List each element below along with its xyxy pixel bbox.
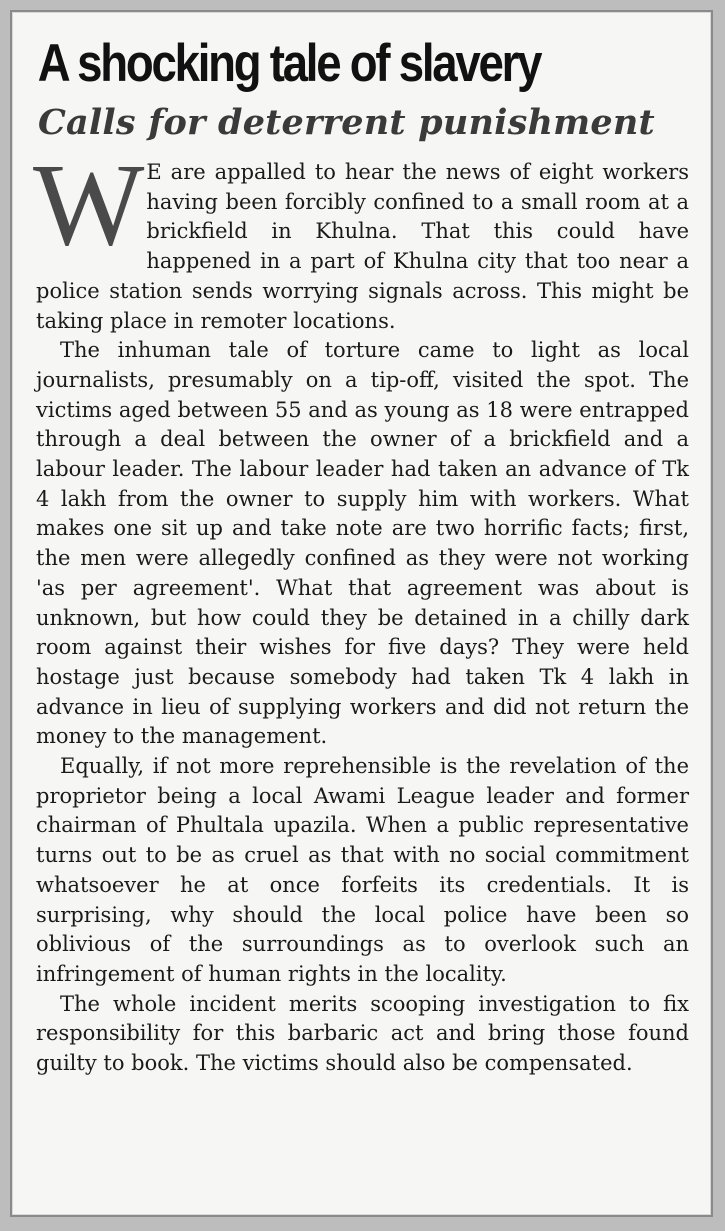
drop-cap: W bbox=[33, 139, 139, 270]
paragraph-3: Equally, if not more reprehensible is the revelation of the proprietor being a local Awami League leader and former chairman of Phultala upazila. When a public representative turns out to be as cruel as that with no social commitment whatsoever he at once forfeits its credentials. It is surprising, why should the local police have been so oblivious of the surroundings as to overlook such an infringement of human rights in the locality. bbox=[36, 754, 689, 986]
paragraph-4: The whole incident merits scooping investigation to fix responsibility for this barbaric act and bring those found guilty to book. The victims should also be compensated. bbox=[36, 991, 689, 1076]
paragraph-2: The inhuman tale of torture came to light as local journalists, presumably on a tip-off, visited the spot. The victims aged between 55 and as young as 18 were entrapped through a deal between the owner of a brickfield and a labour leader. The labour leader had taken an advance of Tk 4 lakh from the owner to supply him with workers. What makes one sit up and take note are two horrific facts; first, the men were allegedly confined as they were not working 'as per agreement'. What that agreement was about is unknown, but how could they be detained in a chilly dark room against their wishes for five days? They were held hostage just because somebody had taken Tk 4 lakh in advance in lieu of supplying workers and did not return the money to the management. bbox=[36, 338, 689, 749]
subheadline: Calls for deterrent punishment bbox=[38, 102, 655, 143]
paragraph-1-text: E are appalled to hear the news of eight workers having been forcibly confined to a small room at a brickfield in Khulna. That this could have happened in a part of Khulna city that too near a police station sends worrying signals across. This might be taking place in remoter locations. bbox=[36, 160, 689, 333]
article-body bbox=[33, 139, 689, 1079]
newspaper-clipping bbox=[10, 10, 713, 1217]
headline: A shocking tale of slavery bbox=[37, 34, 541, 93]
paragraph-1 bbox=[33, 139, 689, 336]
